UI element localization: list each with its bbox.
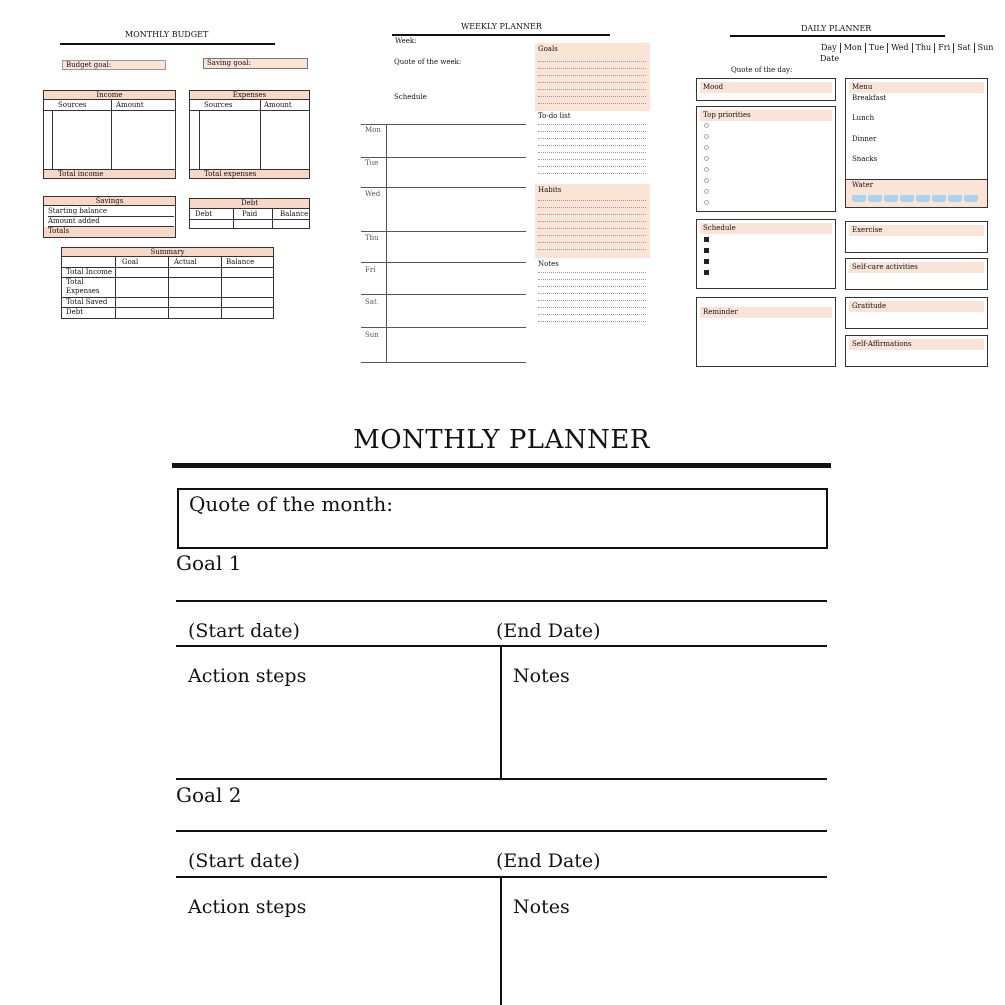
debt-col: Balance [280, 210, 309, 218]
expenses-table [189, 90, 310, 179]
income-total: Total income [44, 169, 175, 178]
water-glass-icon[interactable] [868, 195, 882, 202]
exercise-label: Exercise [849, 225, 984, 236]
day-label-fri: Fri [365, 266, 376, 274]
self-care-label: Self-care activities [849, 262, 984, 273]
expenses-header: Expenses [190, 91, 309, 100]
schedule-label-daily: Schedule [700, 223, 832, 234]
savings-row: Amount added [48, 217, 174, 227]
summary-header: Summary [62, 248, 273, 257]
mood-label: Mood [700, 82, 832, 93]
reminder-label: Reminder [700, 307, 832, 318]
water-glass-icon[interactable] [948, 195, 962, 202]
day-label-mon: Mon [365, 126, 381, 134]
expenses-col-amount: Amount [264, 101, 292, 109]
goal-label: Goal 1 [176, 551, 242, 575]
menu-label: Menu [849, 82, 984, 93]
start-date-field[interactable]: (Start date) [188, 850, 300, 872]
schedule-label: Schedule [394, 93, 427, 101]
end-date-field[interactable]: (End Date) [496, 620, 601, 642]
meal-label: Dinner [852, 135, 877, 143]
debt-header: Debt [190, 199, 309, 209]
day-selector[interactable] [818, 43, 996, 53]
savings-row: Starting balance [48, 207, 174, 217]
day-label-sun: Sun [365, 331, 379, 339]
meal-label: Lunch [852, 114, 875, 122]
action-steps-label: Action steps [188, 665, 307, 687]
notes-label: Notes [538, 260, 559, 268]
day-option[interactable]: Fri [938, 43, 951, 52]
gratitude-label: Gratitude [849, 301, 984, 312]
quote-of-month-box[interactable] [177, 488, 828, 549]
notes-label-monthly: Notes [513, 665, 570, 687]
summary-col: Balance [226, 258, 255, 266]
day-option[interactable]: Thu [915, 43, 932, 52]
income-col-amount: Amount [116, 101, 144, 109]
summary-row: Debt [66, 308, 84, 316]
affirmations-box[interactable] [845, 335, 988, 367]
goal-label: Goal 2 [176, 783, 242, 807]
todo-label: To-do list [538, 112, 571, 120]
exercise-box[interactable] [845, 221, 988, 253]
summary-row: Total Expenses [66, 278, 100, 295]
day-label-wed: Wed [365, 190, 381, 198]
self-care-box[interactable] [845, 258, 988, 290]
debt-col: Paid [242, 210, 258, 218]
action-steps-label: Action steps [188, 896, 307, 918]
start-date-field[interactable]: (Start date) [188, 620, 300, 642]
expenses-col-sources: Sources [204, 101, 233, 109]
day-label-tue: Tue [365, 159, 379, 167]
water-glass-icon[interactable] [884, 195, 898, 202]
water-glass-icon[interactable] [932, 195, 946, 202]
menu-box[interactable] [845, 78, 988, 181]
notes-label-monthly: Notes [513, 896, 570, 918]
summary-col: Goal [122, 258, 139, 266]
savings-table [43, 196, 176, 238]
gratitude-box[interactable] [845, 297, 988, 329]
goals-label: Goals [538, 45, 558, 53]
monthly-planner-title: MONTHLY PLANNER [353, 425, 650, 455]
top-priorities-label: Top priorities [700, 110, 832, 121]
summary-table [61, 247, 274, 319]
water-box[interactable] [845, 179, 988, 208]
quote-of-month-label: Quote of the month: [189, 492, 394, 516]
goals-box[interactable] [535, 43, 650, 111]
daily-planner-title: DAILY PLANNER [801, 24, 872, 33]
water-glass-icon[interactable] [964, 195, 978, 202]
debt-col: Debt [195, 210, 213, 218]
reminder-box[interactable] [696, 297, 836, 367]
summary-row: Total Income [66, 268, 112, 276]
day-option[interactable]: Tue [868, 43, 885, 52]
water-glass-icon[interactable] [916, 195, 930, 202]
date-field[interactable]: Date [820, 54, 840, 63]
quote-of-day[interactable]: Quote of the day: [731, 66, 793, 74]
affirmations-label: Self-Affirmations [849, 339, 984, 350]
day-label-thu: Thu [365, 234, 379, 242]
mood-box[interactable] [696, 78, 836, 101]
water-glass-icon[interactable] [900, 195, 914, 202]
day-option[interactable]: Wed [891, 43, 909, 52]
meal-label: Snacks [852, 155, 878, 163]
expenses-total: Total expenses [190, 169, 309, 178]
day-label-sat: Sat [365, 298, 377, 306]
weekly-planner-title: WEEKLY PLANNER [461, 22, 542, 31]
debt-table [189, 198, 310, 229]
savings-row: Totals [44, 227, 175, 237]
savings-header: Savings [44, 197, 175, 206]
saving-goal-field[interactable]: Saving goal: [203, 58, 308, 69]
habits-box[interactable] [535, 184, 650, 258]
water-tracker[interactable] [852, 195, 978, 202]
top-priorities-box[interactable] [696, 106, 836, 212]
water-label: Water [852, 181, 874, 189]
meal-label: Breakfast [852, 94, 887, 102]
day-option[interactable]: Mon [843, 43, 862, 52]
income-table [43, 90, 176, 179]
summary-row: Total Saved [66, 298, 108, 306]
monthly-budget-title: MONTHLY BUDGET [125, 30, 209, 39]
day-option[interactable]: Day [821, 43, 837, 52]
quote-of-week[interactable]: Quote of the week: [394, 58, 462, 66]
budget-goal-field[interactable]: Budget goal: [62, 60, 166, 70]
day-option[interactable]: Sat [957, 43, 971, 52]
summary-col: Actual [174, 258, 197, 266]
water-glass-icon[interactable] [852, 195, 866, 202]
schedule-box[interactable] [696, 219, 836, 289]
day-option[interactable]: Sun [977, 43, 994, 52]
income-col-sources: Sources [58, 101, 87, 109]
income-header: Income [44, 91, 175, 100]
end-date-field[interactable]: (End Date) [496, 850, 601, 872]
habits-label: Habits [538, 186, 562, 194]
week-field[interactable]: Week: [395, 37, 417, 45]
